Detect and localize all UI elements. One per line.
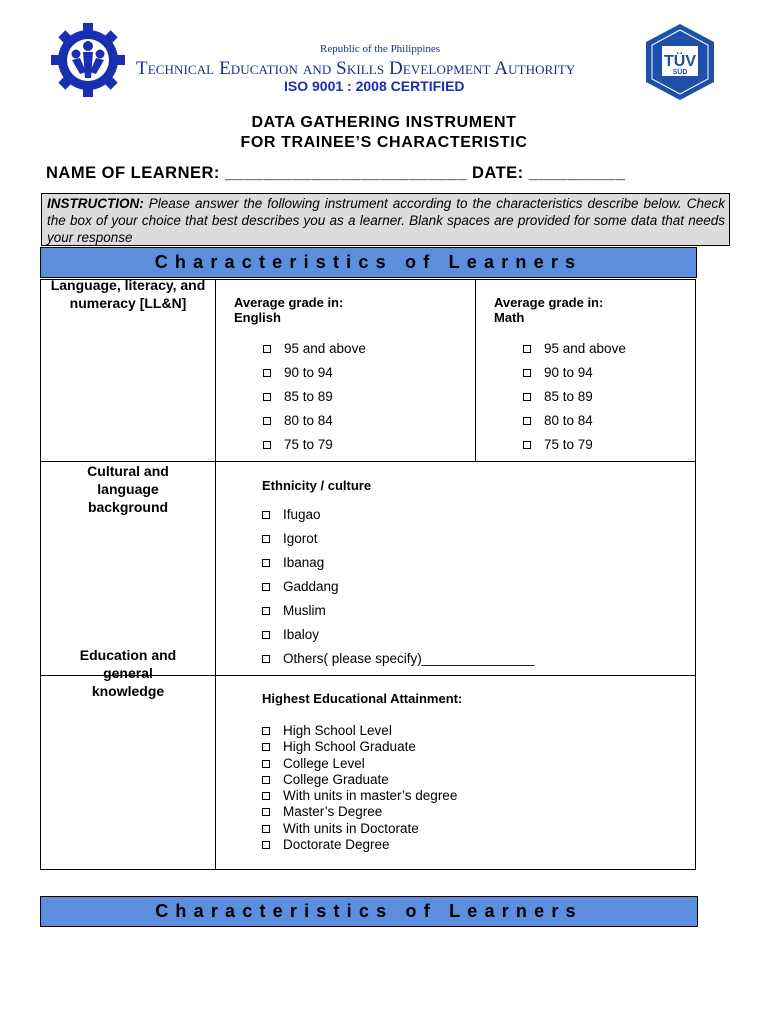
checkbox-label: 85 to 89 (544, 389, 593, 404)
math-cell (476, 280, 696, 462)
checkbox-option[interactable] (263, 413, 475, 429)
checkbox-icon[interactable] (262, 792, 270, 800)
form-title-line1: DATA GATHERING INSTRUMENT (251, 114, 517, 131)
agency-name: Technical Education and Skills Development Authority (136, 58, 576, 79)
checkbox-icon[interactable] (263, 369, 271, 377)
checkbox-option[interactable] (262, 531, 695, 547)
form-title-line2: FOR TRAINEE’S CHARACTERISTIC (240, 134, 528, 151)
instruction-box (41, 193, 730, 246)
checkbox-option[interactable] (262, 837, 695, 853)
checkbox-icon[interactable] (263, 417, 271, 425)
checkbox-label: With units in Doctorate (283, 820, 419, 836)
name-date-row: NAME OF LEARNER: _________________________ DATE: __________ (46, 164, 626, 182)
checkbox-option[interactable] (523, 341, 695, 357)
checkbox-option[interactable] (523, 365, 695, 381)
checkbox-label: Gaddang (283, 579, 339, 594)
checkbox-option[interactable] (263, 389, 475, 405)
checkbox-icon[interactable] (262, 559, 270, 567)
lln-label: Language, literacy, and numeracy [LL&N] (50, 277, 206, 311)
checkbox-icon[interactable] (523, 345, 531, 353)
education-cell (216, 676, 696, 870)
checkbox-icon[interactable] (262, 583, 270, 591)
checkbox-icon[interactable] (262, 743, 270, 751)
checkbox-label: 85 to 89 (284, 389, 333, 404)
checkbox-icon[interactable] (262, 776, 270, 784)
checkbox-label: Muslim (283, 603, 326, 618)
checkbox-option[interactable] (262, 804, 695, 820)
checkbox-option[interactable] (262, 739, 695, 755)
checkbox-option[interactable] (262, 603, 695, 619)
tuv-sud-badge-icon (640, 22, 720, 102)
checkbox-label: Others( please specify)_______________ (283, 651, 535, 666)
instruction-text: Please answer the following instrument according to the characteristics describe below. Check the box of your choice that best describes you as a learner. Blank spaces are provided for some data that needs your response (47, 196, 725, 245)
education-label: Education and general knowledge (79, 647, 177, 699)
table-row (41, 676, 696, 870)
checkbox-label: 80 to 84 (544, 413, 593, 428)
checkbox-option[interactable] (262, 555, 695, 571)
checkbox-icon[interactable] (262, 607, 270, 615)
checkbox-option[interactable] (263, 437, 475, 453)
checkbox-icon[interactable] (263, 393, 271, 401)
checkbox-icon[interactable] (262, 808, 270, 816)
checkbox-label: High School Graduate (283, 739, 416, 755)
cultural-label: Cultural and language background (87, 463, 169, 515)
checkbox-icon[interactable] (263, 345, 271, 353)
checkbox-label: College Graduate (283, 771, 389, 787)
checkbox-icon[interactable] (263, 441, 271, 449)
checkbox-label: Doctorate Degree (283, 837, 390, 853)
attainment-heading: Highest Educational Attainment: (262, 691, 463, 706)
checkbox-label: Ifugao (283, 507, 321, 522)
cultural-cell (216, 462, 696, 676)
section-header: Characteristics of Learners (40, 247, 697, 278)
checkbox-label: Ibanag (283, 555, 325, 570)
checkbox-option[interactable] (262, 627, 695, 643)
checkbox-icon[interactable] (262, 655, 270, 663)
checkbox-label: 75 to 79 (544, 437, 593, 452)
checkbox-option[interactable] (262, 821, 695, 837)
ethnicity-heading: Ethnicity / culture (262, 478, 372, 493)
checkbox-label: Igorot (283, 531, 318, 546)
english-subject: English (234, 310, 281, 325)
checkbox-label: 90 to 94 (284, 365, 333, 380)
checkbox-option[interactable] (523, 389, 695, 405)
table-row (41, 280, 696, 462)
checkbox-icon[interactable] (523, 417, 531, 425)
english-heading: Average grade in: (234, 295, 344, 310)
checkbox-icon[interactable] (262, 535, 270, 543)
republic-text: Republic of the Philippines (320, 43, 441, 55)
checkbox-option[interactable] (263, 341, 475, 357)
row-label-education (41, 647, 216, 870)
checkbox-icon[interactable] (523, 393, 531, 401)
checkbox-option[interactable] (262, 756, 695, 772)
checkbox-option[interactable] (263, 365, 475, 381)
sud-text: SÜD (672, 69, 688, 76)
checkbox-label: College Level (283, 755, 365, 771)
iso-certification: ISO 9001 : 2008 CERTIFIED (284, 78, 465, 94)
checkbox-icon[interactable] (523, 441, 531, 449)
checkbox-label: Ibaloy (283, 627, 320, 642)
checkbox-label: 95 and above (544, 341, 626, 356)
checkbox-option[interactable] (262, 579, 695, 595)
checkbox-icon[interactable] (262, 841, 270, 849)
checkbox-option[interactable] (262, 788, 695, 804)
checkbox-label: Master’s Degree (283, 804, 383, 820)
checkbox-label: High School Level (283, 723, 392, 738)
section-header-2: Characteristics of Learners (40, 896, 698, 927)
checkbox-option[interactable] (262, 772, 695, 788)
tesda-logo-icon (50, 22, 126, 98)
checkbox-option[interactable] (523, 413, 695, 429)
checkbox-option[interactable] (262, 507, 695, 523)
checkbox-icon[interactable] (262, 631, 270, 639)
math-heading: Average grade in: (494, 295, 604, 310)
checkbox-label: 90 to 94 (544, 365, 593, 380)
table-row (41, 462, 696, 676)
row-label-cultural (41, 462, 216, 676)
checkbox-label: With units in master’s degree (283, 788, 458, 804)
checkbox-icon[interactable] (523, 369, 531, 377)
checkbox-option[interactable] (262, 651, 695, 667)
checkbox-label: 95 and above (284, 341, 366, 356)
characteristics-table (40, 279, 696, 870)
checkbox-icon[interactable] (262, 760, 270, 768)
english-cell (216, 280, 476, 462)
instruction-label: INSTRUCTION: (47, 196, 144, 211)
checkbox-icon[interactable] (262, 511, 270, 519)
checkbox-icon[interactable] (262, 727, 270, 735)
checkbox-label: 80 to 84 (284, 413, 333, 428)
row-label-lln (41, 277, 216, 462)
checkbox-label: 75 to 79 (284, 437, 333, 452)
math-subject: Math (494, 310, 525, 325)
checkbox-icon[interactable] (262, 825, 270, 833)
checkbox-option[interactable] (262, 723, 695, 739)
checkbox-option[interactable] (523, 437, 695, 453)
tuv-text: TÜV (664, 53, 696, 70)
